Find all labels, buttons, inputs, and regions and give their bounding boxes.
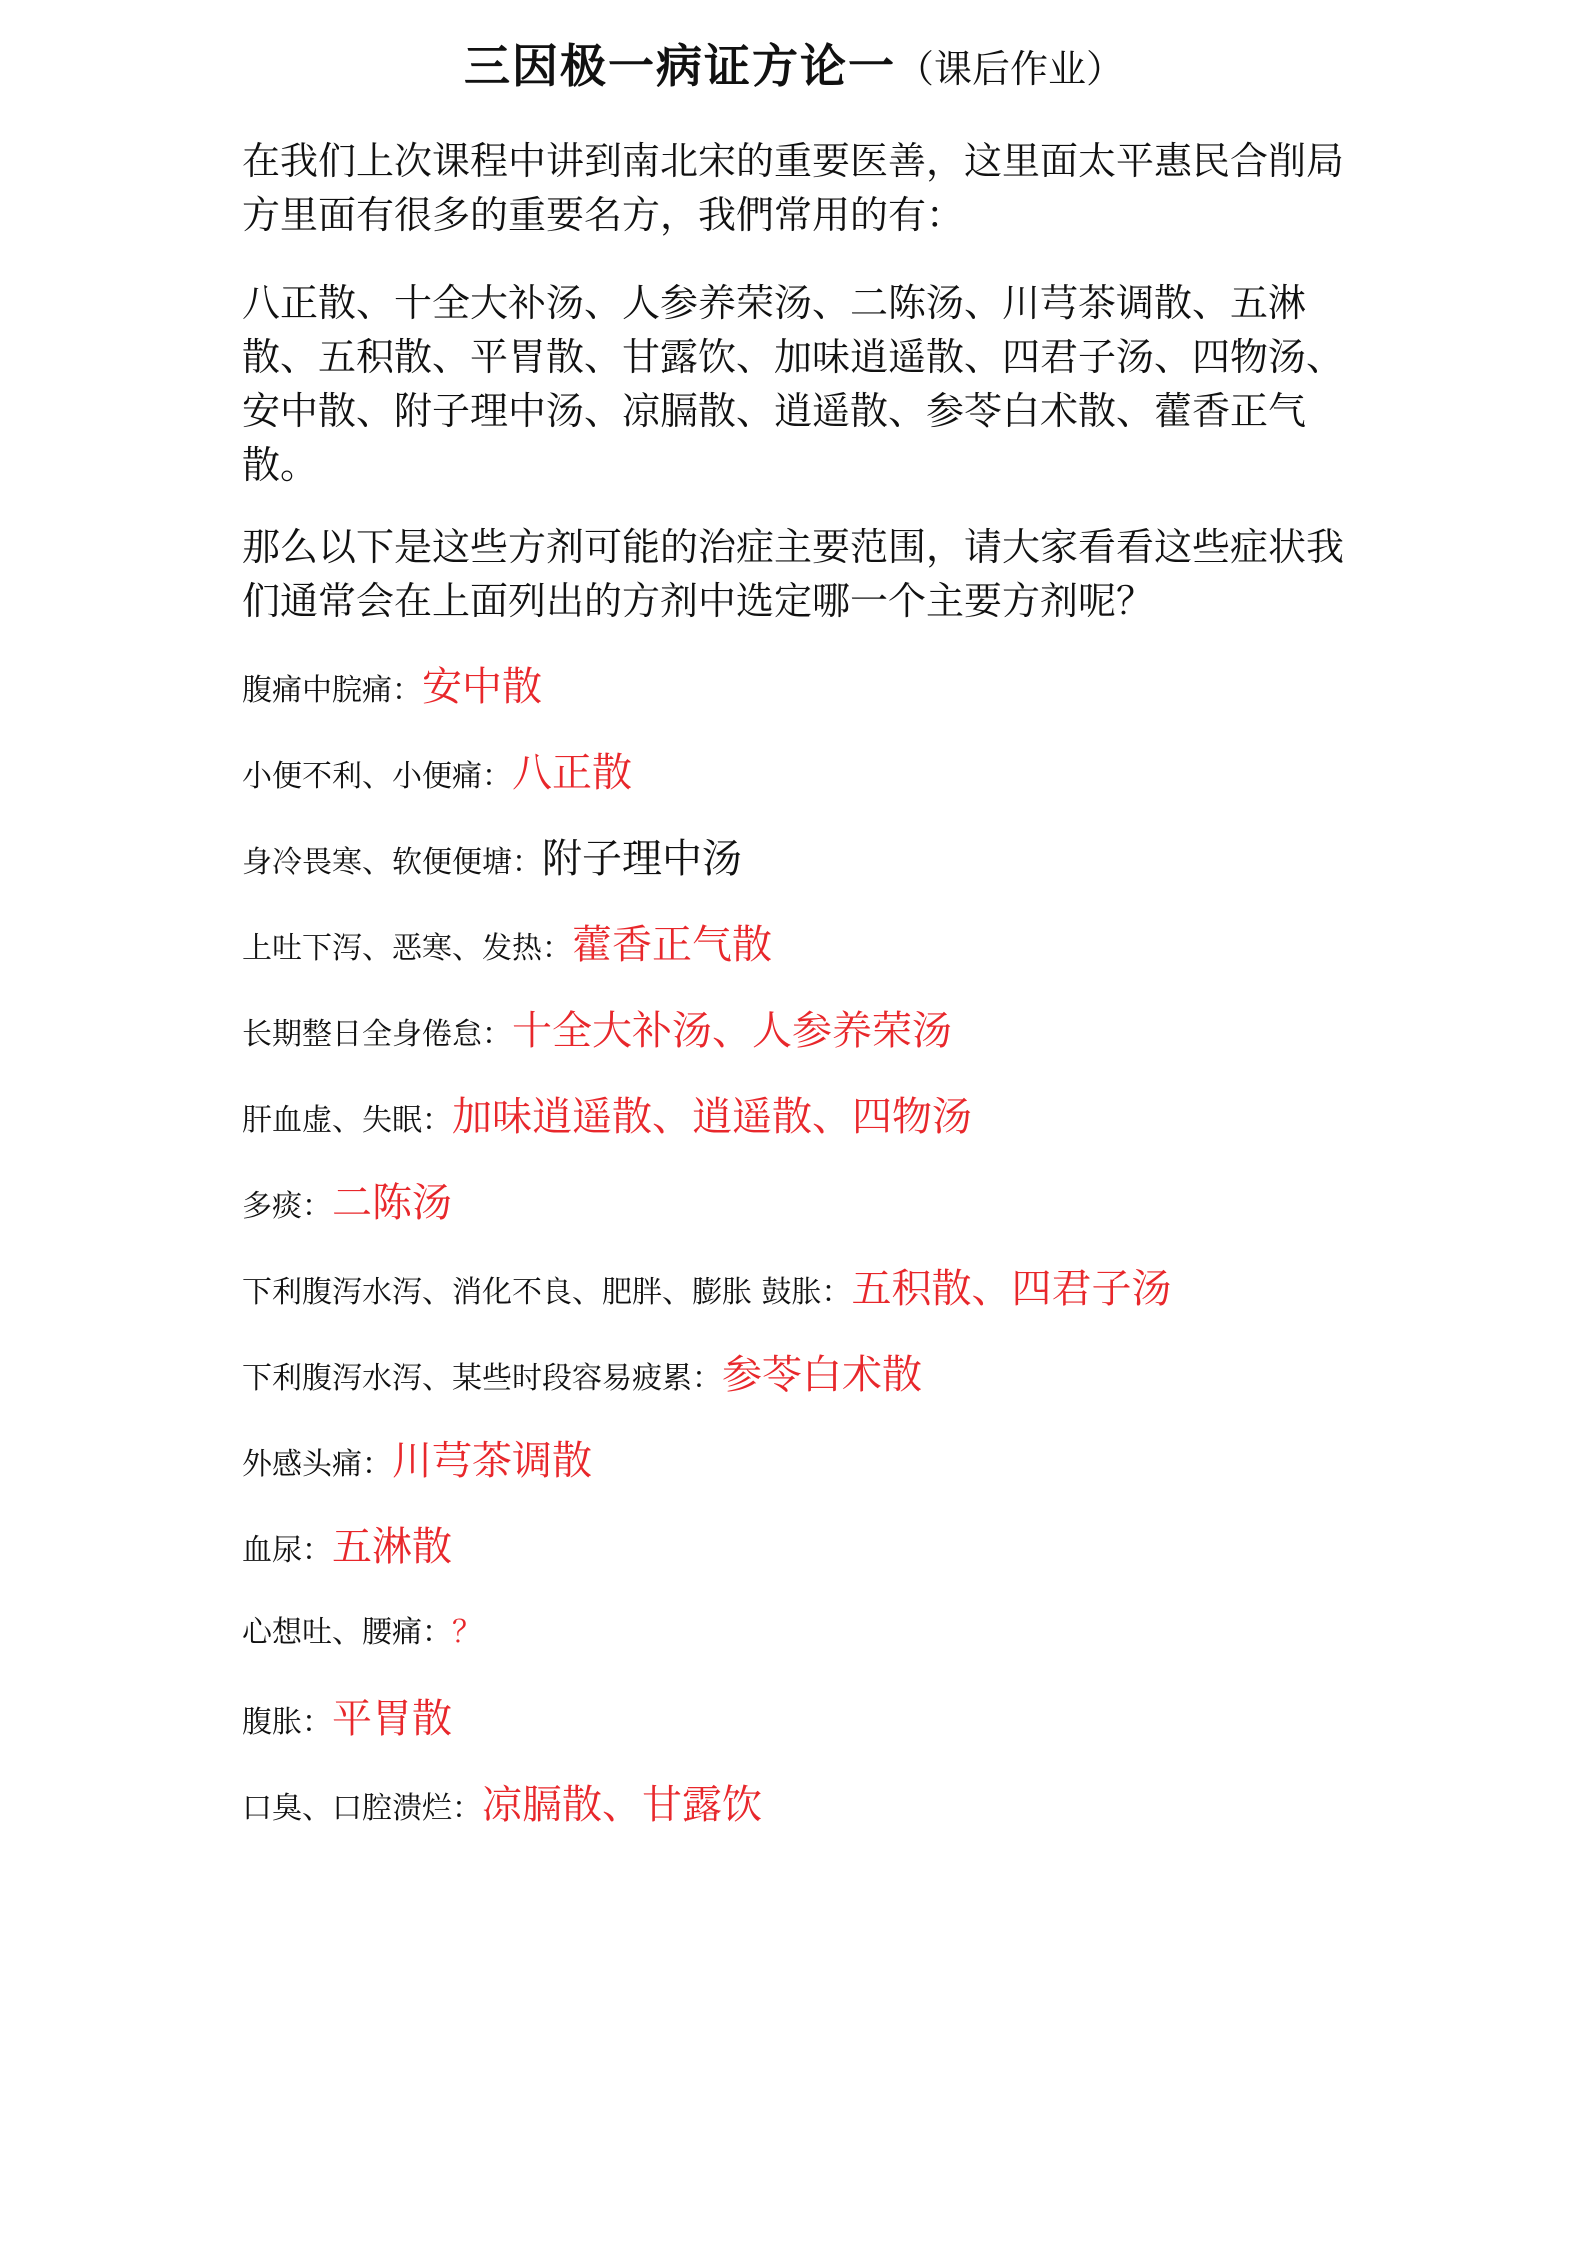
- qa-answer: 五积散、四君子汤: [851, 1266, 1172, 1312]
- qa-symptom: 下利腹泻水泻、某些时段容易疲累：: [242, 1361, 722, 1396]
- qa-row: [242, 662, 1362, 720]
- qa-symptom: 腹胀：: [242, 1705, 332, 1740]
- qa-symptom: 外感头痛：: [242, 1447, 392, 1482]
- qa-row: [242, 920, 1362, 978]
- qa-answer: 平胃散: [332, 1696, 452, 1742]
- qa-answer: 二陈汤: [332, 1180, 452, 1226]
- qa-symptom: 多痰：: [242, 1189, 332, 1224]
- qa-row: [242, 1092, 1362, 1150]
- qa-answer: ？: [452, 1615, 482, 1650]
- qa-symptom: 小便不利、小便痛：: [242, 759, 512, 794]
- intro-paragraph: 在我们上次课程中讲到南北宋的重要医善，这里面太平惠民合削局方里面有很多的重要名方，我們常用的有：: [242, 139, 1345, 237]
- qa-symptom: 血尿：: [242, 1533, 332, 1568]
- title-main: 三因极一病证方论一: [463, 39, 896, 93]
- qa-answer: 五淋散: [332, 1524, 452, 1570]
- qa-answer: 安中散: [422, 664, 542, 710]
- qa-answer: 八正散: [512, 750, 632, 796]
- formula-list-paragraph: 八正散、十全大补汤、人参养荣汤、二陈汤、川芎茶调散、五淋散、五积散、平胃散、甘露饮、加味逍遥散、四君子汤、四物汤、安中散、附子理中汤、凉膈散、逍遥散、参苓白术散、藿香正气散。: [242, 281, 1345, 487]
- qa-symptom: 身冷畏寒、软便便塘：: [242, 845, 542, 880]
- qa-row: [242, 1522, 1362, 1580]
- qa-row: [242, 1694, 1362, 1752]
- qa-symptom: 长期整日全身倦怠：: [242, 1017, 512, 1052]
- page-title: [0, 30, 1588, 96]
- qa-answer: 十全大补汤、人参养荣汤: [512, 1008, 952, 1054]
- qa-row: [242, 1178, 1362, 1236]
- qa-row: [242, 1780, 1362, 1838]
- qa-answer: 加味逍遥散、逍遥散、四物汤: [452, 1094, 972, 1140]
- qa-row: [242, 834, 1362, 892]
- qa-row: [242, 748, 1362, 806]
- question-paragraph: 那么以下是这些方剂可能的治症主要范围，请大家看看这些症状我们通常会在上面列出的方剂中选定哪一个主要方剂呢？: [242, 525, 1345, 623]
- qa-symptom: 心想吐、腰痛：: [242, 1615, 452, 1650]
- qa-row: [242, 1608, 1362, 1662]
- qa-symptom: 肝血虚、失眠：: [242, 1103, 452, 1138]
- qa-symptom: 下利腹泻水泻、消化不良、肥胖、膨胀 鼓胀：: [242, 1275, 852, 1310]
- qa-answer: 附子理中汤: [542, 836, 742, 882]
- qa-row: [242, 1264, 1362, 1322]
- qa-answer: 藿香正气散: [572, 922, 772, 968]
- qa-row: [242, 1436, 1362, 1494]
- qa-answer: 川芎茶调散: [392, 1438, 592, 1484]
- title-subtitle: （课后作业）: [895, 47, 1124, 91]
- qa-row: [242, 1006, 1362, 1064]
- qa-symptom: 上吐下泻、恶寒、发热：: [242, 931, 572, 966]
- qa-symptom: 腹痛中脘痛：: [242, 673, 422, 708]
- qa-answer: 凉膈散、甘露饮: [482, 1782, 762, 1828]
- qa-answer: 参苓白术散: [722, 1352, 922, 1398]
- qa-row: [242, 1350, 1362, 1408]
- qa-symptom: 口臭、口腔溃烂：: [242, 1791, 482, 1826]
